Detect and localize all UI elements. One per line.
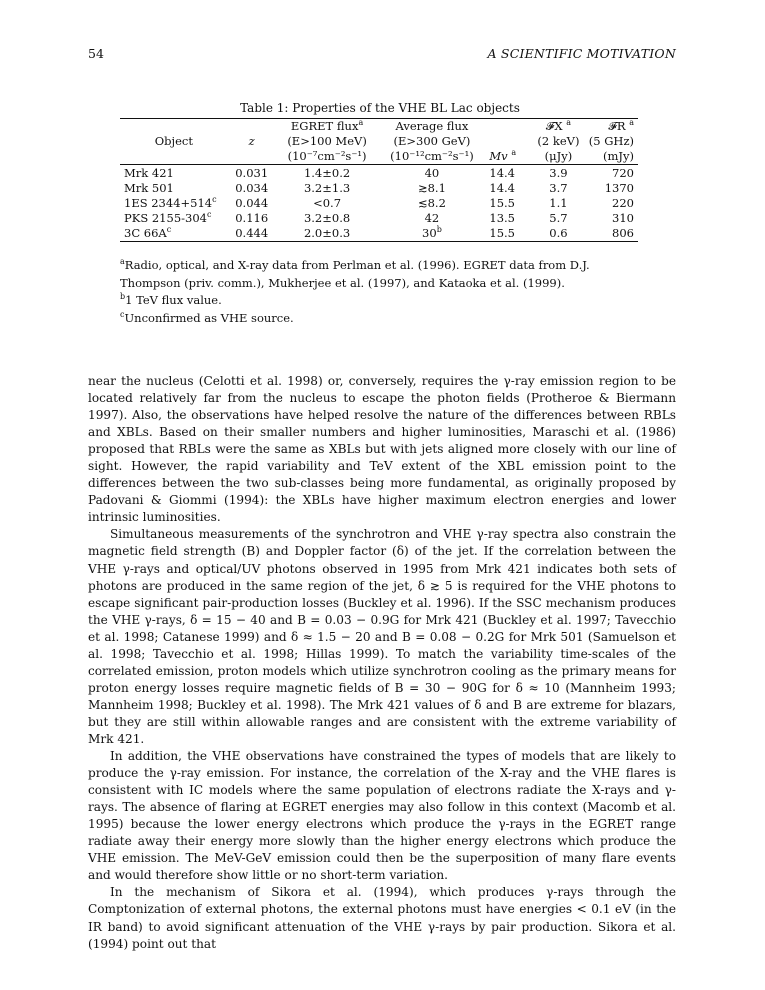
table-header-row: Object z (E>100 MeV) (E>300 GeV) (2 keV) (5 GHz)	[120, 134, 638, 149]
page-header	[88, 46, 676, 64]
table-row: 1ES $2344+514^c$ 0.044 <0.7 ≲8.2 15.5 1.1 220	[124, 195, 634, 210]
col-mv-header: Mv $^a$	[485, 149, 532, 165]
table-header-row: (10⁻⁷cm⁻²s⁻¹) (10⁻¹²cm⁻²s⁻¹) Mv $^a$ (μJy) (mJy)	[120, 149, 638, 165]
running-title: A SCIENTIFIC MOTIVATION	[487, 46, 676, 61]
col-fx-header: 𝓕X $^a$	[532, 119, 585, 135]
col-egret-header: EGRET flux$^a$	[276, 119, 379, 135]
table-notes	[120, 257, 645, 327]
table-header-row	[120, 119, 638, 135]
col-z-header: z	[248, 134, 255, 148]
footnote-mark: a	[120, 257, 125, 266]
footnote-mark: a	[358, 118, 364, 127]
table-note: $^c$Unconfirmed as VHE source.	[120, 309, 294, 325]
table-row: 3C $66A^c$ 0.444 2.0±0.3 30$^b$ 15.5 0.6 806	[120, 226, 638, 242]
table-note: $^b$1 TeV flux value.	[120, 292, 222, 307]
table-row: Mrk 501 0.034 3.2±1.3 ≳8.1 14.4 3.7 1370	[124, 181, 634, 195]
footnote-mark: a	[511, 148, 517, 157]
col-avg-header: Average flux	[379, 119, 486, 135]
col-fr-header: 𝓕R $^a$	[585, 119, 638, 135]
table-row: Mrk 421 0.031 1.4±0.2 40 14.4 3.9 720	[124, 166, 634, 180]
col-object-header: Object	[154, 134, 193, 148]
paragraph: In addition, the VHE observations have constrained the types of models that are likely to produce the γ-ray emission. For instance, the correlation of the X-ray and the VHE flares is consistent with IC models where the same population of electrons radiate the X-rays and γ-rays. The absence of flaring at EGRET energies may also follow in this context (Macomb et al. 1995) because the lower energy electrons which produce the γ-rays in the EGRET range radiate away their energy more slowly than the higher energy electrons which produce the VHE emission. The MeV-GeV emission could then be the superposition of many flare events and would therefore show little or no short-term variation.	[88, 749, 676, 883]
footnote-mark: a	[629, 118, 634, 127]
footnote-mark: b	[120, 292, 126, 301]
table-row: PKS 2155-304$^c$ 0.116 3.2±0.8 42 13.5 5.7 310	[124, 210, 634, 225]
properties-table	[120, 118, 638, 242]
table-caption: Table 1: Properties of the VHE BL Lac objects	[240, 101, 520, 115]
paragraph: In the mechanism of Sikora et al. (1994), which produces γ-rays through the Comptonization of external photons, the external photons must have energies < 0.1 eV (in the IR band) to avoid significant attenuation of the VHE γ-rays by pair production. Sikora et al. (1994) point out that	[88, 885, 676, 951]
body-text	[88, 373, 676, 953]
footnote-mark: a	[566, 118, 571, 127]
table-note: $^a$Radio, optical, and X-ray data from Perlman et al. (1996). EGRET data from D.J. Thompson (priv. comm.), Mukherjee et al. (1997), and Kataoka et al. (1999).	[120, 257, 590, 290]
page-number: 54	[88, 46, 104, 61]
footnote-mark: c	[120, 309, 125, 319]
paragraph: Simultaneous measurements of the synchrotron and VHE γ-ray spectra also constrain the magnetic field strength (B) and Doppler factor (δ) of the jet. If the correlation between the VHE γ-rays and optical/UV photons observed in 1995 from Mrk 421 indicates both sets of photons are produced in the same region of the jet, δ ≳ 5 is required for the VHE photons to escape significant pair-production losses (Buckley et al. 1996). If the SSC mechanism produces the VHE γ-rays, δ = 15 − 40 and B = 0.03 − 0.9G for Mrk 421 (Buckley et al. 1997; Tavecchio et al. 1998; Catanese 1999) and δ ≈ 1.5 − 20 and B = 0.08 − 0.2G for Mrk 501 (Samuelson et al. 1998; Tavecchio et al. 1998; Hillas 1999). To match the variability time-scales of the correlated emission, proton models which utilize synchrotron cooling as the primary means for proton energy losses require magnetic fields of B = 30 − 90G for δ ≈ 10 (Mannheim 1993; Mannheim 1998; Buckley et al. 1998). The Mrk 421 values of δ and B are extreme for blazars, but they are still within allowable ranges and are consistent with the extreme variability of Mrk 421.	[88, 527, 676, 746]
paragraph: near the nucleus (Celotti et al. 1998) or, conversely, requires the γ-ray emission region to be located relatively far from the nucleus to escape the photon fields (Protheroe & Biermann 1997). Also, the observations have helped resolve the nature of the differences between RBLs and XBLs. Based on their smaller numbers and higher luminosities, Maraschi et al. (1986) proposed that RBLs were the same as XBLs but with jets aligned more closely with our line of sight. However, the rapid variability and TeV extent of the XBL emission point to the differences between the two sub-classes being more fundamental, as originally proposed by Padovani & Giommi (1994): the XBLs have higher maximum electron energies and lower intrinsic luminosities.	[88, 374, 676, 525]
